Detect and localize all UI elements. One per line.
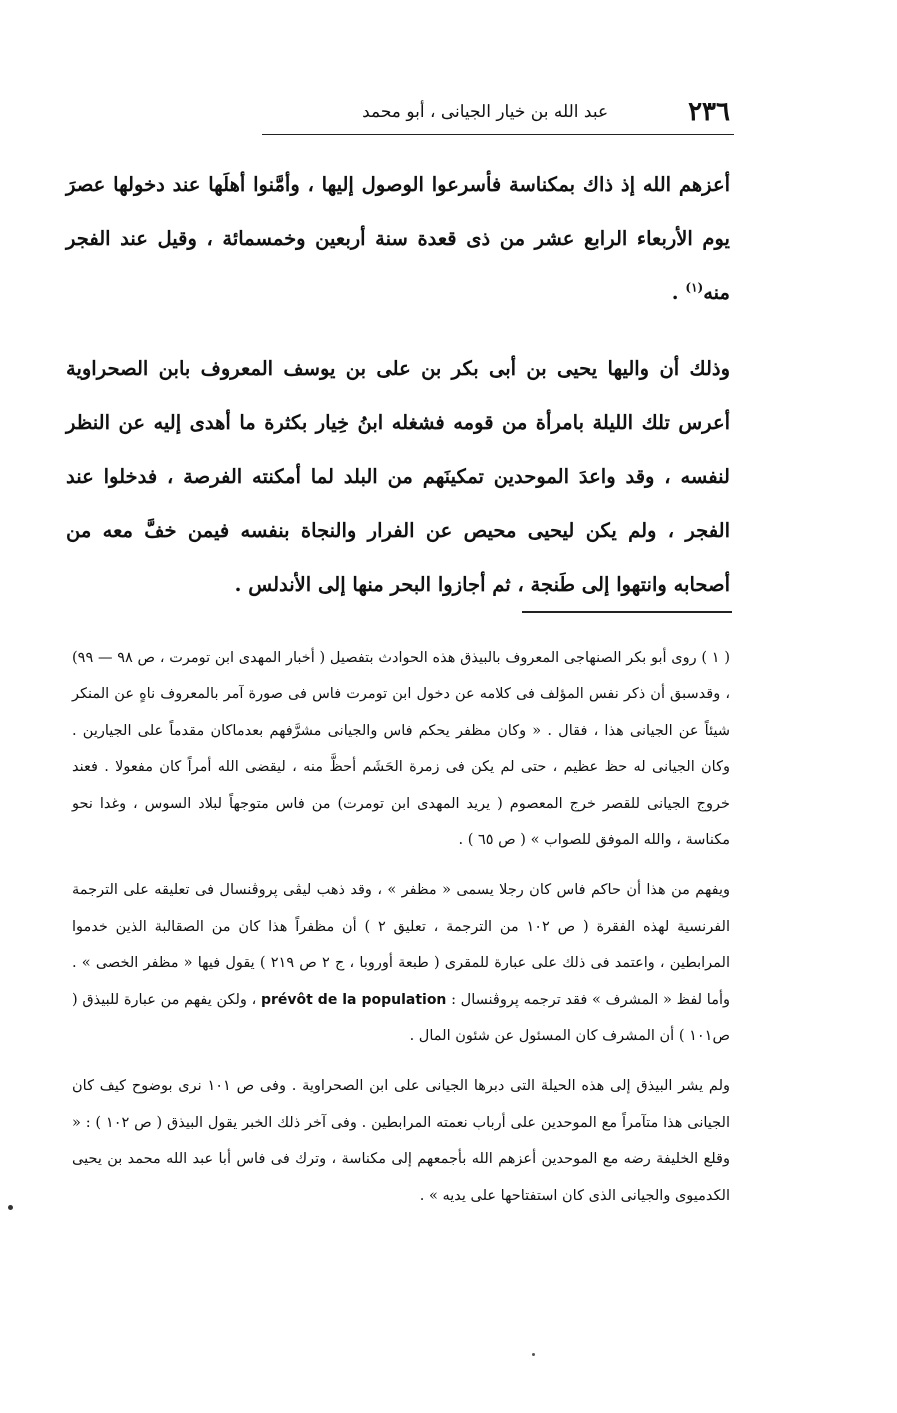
header-rule [262,134,734,135]
footnote-separator [522,611,732,613]
paragraph-1-text: أعزهم الله إذ ذاك بمكناسة فأسرعوا الوصول إليها ، وأمَّنوا أهلَها عند دخولها عصرَ يوم الأربعاء الرابع عشر من ذى قعدة سنة أربعين وخمسمائة ، وقيل عند الفجر منه [66,173,730,304]
stray-dot [8,1205,13,1210]
footnote-3: ولم يشر البيذق إلى هذه الحيلة التى دبرها الجيانى على ابن الصحراوية . وفى ص ١٠١ نرى بوضوح كيف كان الجيانى هذا متآمراً مع الموحدين على أرباب نعمته المرابطين . وفى آخر ذلك الخبر يقول البيذق ( ص ١٠٢ ) : « وقلع الخليفة رضه مع الموحدين أعزهم الله بأجمعهم إلى مكناسة ، وترك فى فاس أبا عبد الله محمد بن يحيى الكدميوى والجيانى الذى كان استفتاحها على يديه » . [72,1078,730,1204]
paragraph-2: وذلك أن واليها يحيى بن أبى بكر بن على بن يوسف المعروف بابن الصحراوية أعرس تلك الليلة بامرأة من قومه فشغله ابنُ خِيار بكثرة ما أهدى إليه عن النظر لنفسه ، وقد واعدَ الموحدين تمكينَهم من البلد لما أمكنته الفرصة ، فدخلوا عند الفجر ، ولم يكن ليحيى محيص عن الفرار والنجاة بنفسه فيمن خفَّ معه من أصحابه وانتهوا إلى طَنجة ، ثم أجازوا البحر منها إلى الأندلس . [66,357,730,596]
footnote-2 [72,872,730,1054]
french-term: prévôt de la population [260,991,447,1008]
footnote-2-text-end: ، ولكن يفهم من عبارة للبيذق ( ص١٠١ ) أن المشرف كان المسئول عن شئون المال . [72,991,730,1045]
footnote-reference: (١) [685,280,704,295]
footnote-2-text-start: ويفهم من هذا أن حاكم فاس كان رجلا يسمى « مظفر » ، وقد ذهب ليڤى پروڤنسال فى تعليقه على الترجمة الفرنسية لهذه الفقرة ( ص ١٠٢ من الترجمة ، تعليق ٢ ) أن مظفراً هذا كان من الصقالبة الذين خدموا المرابطين ، واعتمد فى ذلك على عبارة للمقرى ( طبعة أوروبا ، ج ٢ ص ٢١٩ ) يقول فيها « مظفر الخصى » . وأما لفظ « المشرف » فقد ترجمه پروڤنسال : [72,882,730,1008]
stray-mark [532,1353,535,1356]
page-number: ٢٣٦ [688,97,730,127]
footnote-1: ( ١ ) روى أبو بكر الصنهاجى المعروف بالبيذق هذه الحوادث بتفصيل ( أخبار المهدى ابن تومرت ، ص ٩٨ — ٩٩) ، وقدسبق أن ذكر نفس المؤلف فى كلامه عن دخول ابن تومرت فاس فى صورة آمر بالمعروف ناهٍ عن المنكر شيئاً عن الجيانى هذا ، فقال . « وكان مظفر يحكم فاس والجيانى مشرَّفهم بعدماكان مقدماً على الجيارين . وكان الجيانى له حظ عظيم ، حتى لم يكن فى زمرة الحَشَم أحظَّ منه ، ليقضى الله أمراً كان مفعولا . فعند خروج الجيانى للقصر خرج المعصوم ( يريد المهدى ابن تومرت) من فاس متوجهاً لبلاد السوس ، وغدا نحو مكناسة ، والله الموفق للصواب » ( ص ٦٥ ) . [72,650,730,849]
paragraph-1 [66,158,730,320]
running-head [260,95,730,129]
main-text [66,158,730,612]
header-title: عبد الله بن خيار الجيانى ، أبو محمد [362,102,609,122]
footnotes [72,640,730,1214]
paragraph-1-end: . [671,281,686,304]
